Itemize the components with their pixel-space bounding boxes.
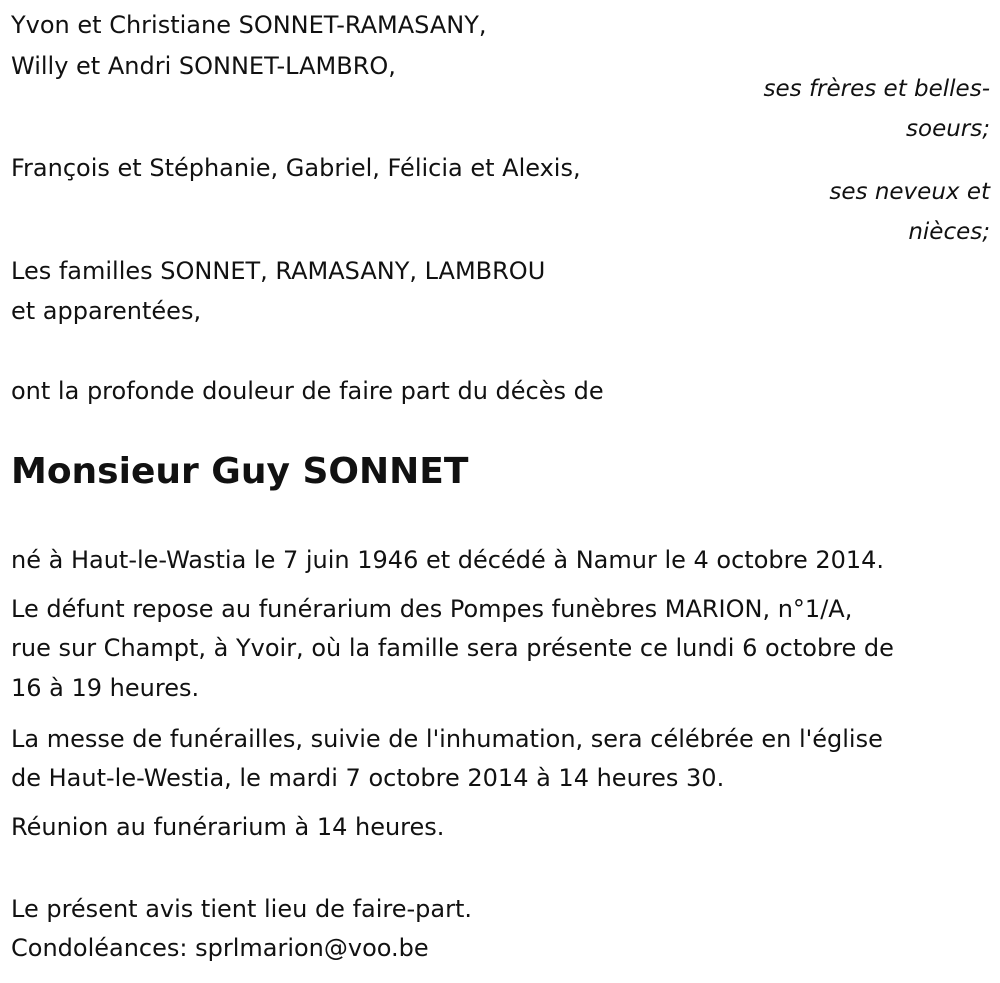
family-line-relatives: et apparentées, [11,297,202,325]
meeting-line: Réunion au funérarium à 14 heures. [11,813,445,841]
family-line-brothers-2: Willy et Andri SONNET-LAMBRO, [11,52,396,80]
condolences-line: Condoléances: sprlmarion@voo.be [11,934,429,962]
relation-nephews-line-2: nièces; [908,219,990,245]
deceased-name: Monsieur Guy SONNET [11,451,469,492]
family-line-families: Les familles SONNET, RAMASANY, LAMBROU [11,257,546,285]
notice-line: Le présent avis tient lieu de faire-part. [11,895,473,923]
mass-line-2: de Haut-le-Westia, le mardi 7 octobre 2014 à 14 heures 30. [11,764,725,792]
family-line-brothers-1: Yvon et Christiane SONNET-RAMASANY, [11,11,487,39]
repose-line-2: rue sur Champt, à Yvoir, où la famille sera présente ce lundi 6 octobre de [11,634,894,662]
birth-death-line: né à Haut-le-Wastia le 7 juin 1946 et décédé à Namur le 4 octobre 2014. [11,546,885,574]
repose-line-1: Le défunt repose au funérarium des Pompes funèbres MARION, n°1/A, [11,595,853,623]
relation-siblings-line-1: ses frères et belles- [763,76,990,102]
mass-line-1: La messe de funérailles, suivie de l'inhumation, sera célébrée en l'église [11,725,883,753]
relation-siblings-line-2: soeurs; [906,116,990,142]
family-line-nephews: François et Stéphanie, Gabriel, Félicia et Alexis, [11,154,581,182]
relation-nephews-line-1: ses neveux et [829,179,990,205]
repose-line-3: 16 à 19 heures. [11,674,200,702]
announcement-text: ont la profonde douleur de faire part du décès de [11,377,604,405]
